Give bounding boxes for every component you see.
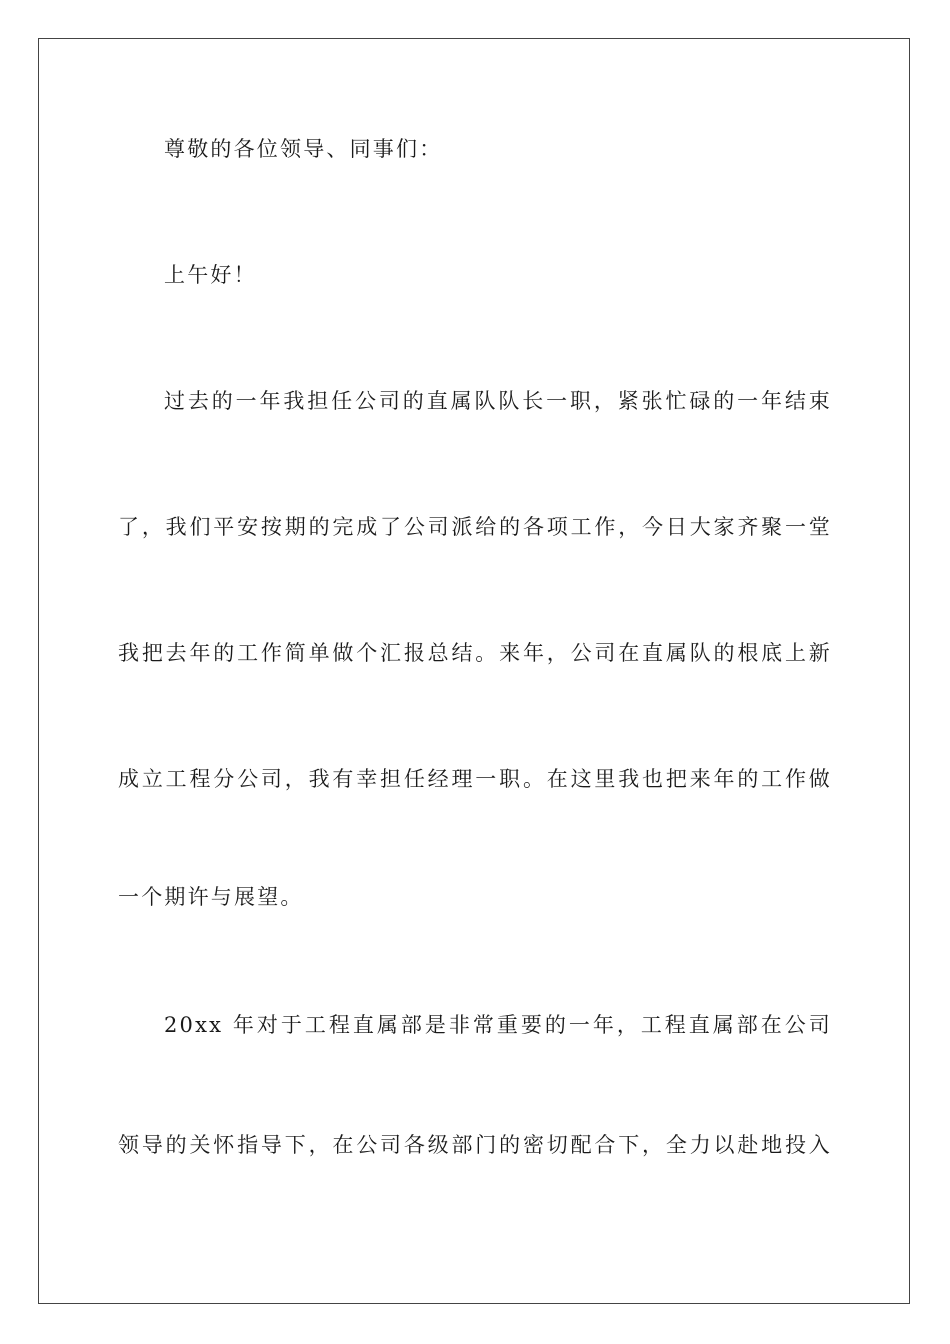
paragraph-1-line-5: 一个期许与展望。 <box>118 885 304 909</box>
paragraph-1-line-3: 我把去年的工作简单做个汇报总结。来年，公司在直属队的根底上新 <box>118 641 832 665</box>
greeting: 上午好！ <box>164 263 257 287</box>
paragraph-1-line-1: 过去的一年我担任公司的直属队队长一职，紧张忙碌的一年结束 <box>164 389 832 413</box>
paragraph-2-line-2: 领导的关怀指导下，在公司各级部门的密切配合下，全力以赴地投入 <box>118 1133 832 1157</box>
paragraph-1-line-4: 成立工程分公司，我有幸担任经理一职。在这里我也把来年的工作做 <box>118 767 832 791</box>
page-border <box>38 38 910 1304</box>
salutation: 尊敬的各位领导、同事们： <box>164 137 443 161</box>
paragraph-1-line-2: 了，我们平安按期的完成了公司派给的各项工作，今日大家齐聚一堂 <box>118 515 832 539</box>
paragraph-2-line-1: 20xx 年对于工程直属部是非常重要的一年，工程直属部在公司 <box>164 1013 832 1037</box>
